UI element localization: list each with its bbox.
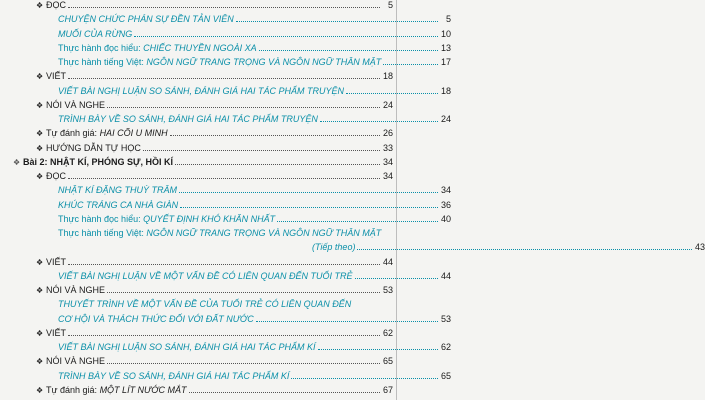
- toc-entry[interactable]: [0, 282, 393, 296]
- dot-leader: [179, 192, 438, 193]
- toc-entry-title: ĐỌC: [46, 171, 66, 181]
- toc-entry-title: CHUYỆN CHỨC PHÁN SỰ ĐỀN TẢN VIÊN: [58, 14, 234, 25]
- dot-leader: [355, 278, 438, 279]
- toc-entry-title: VIẾT: [46, 327, 67, 338]
- dot-leader: [107, 107, 380, 108]
- toc-entry[interactable]: [0, 40, 451, 54]
- toc-entry-page-number: 67: [382, 384, 393, 395]
- toc-entry-title: TRÌNH BÀY VỀ SO SÁNH, ĐÁNH GIÁ HAI TÁC PHẨM KÍ: [58, 370, 290, 381]
- dot-leader: [68, 335, 380, 336]
- toc-entry-title: MỘT LÍT NƯỚC MẮT: [99, 384, 187, 395]
- toc-entry-page-number: 24: [382, 99, 393, 110]
- diamond-bullet-icon: ❖: [36, 257, 44, 267]
- toc-entry-title: NHẬT KÍ ĐẶNG THUỲ TRÂM: [58, 185, 178, 196]
- toc-entry[interactable]: [0, 382, 393, 396]
- toc-entry-page-number: 18: [382, 71, 393, 82]
- toc-entry-page-number: 17: [440, 57, 451, 67]
- dot-leader: [175, 164, 380, 165]
- toc-entry[interactable]: [0, 311, 451, 325]
- toc-entry-title: TRÌNH BÀY VỀ SO SÁNH, ĐÁNH GIÁ HAI TÁC PHẨM TRUYỆN: [58, 114, 318, 124]
- toc-entry-title: (Tiếp theo): [312, 242, 356, 253]
- toc-entry-title: QUYẾT ĐỊNH KHÓ KHĂN NHẤT: [143, 213, 276, 224]
- toc-entry[interactable]: [0, 168, 393, 182]
- toc-entry[interactable]: [0, 125, 393, 139]
- toc-entry[interactable]: [0, 11, 451, 25]
- diamond-bullet-icon: ❖: [36, 172, 44, 181]
- toc-entry-title: NÓI VÀ NGHE: [46, 285, 106, 295]
- dot-leader: [236, 21, 438, 22]
- toc-entry-title: CƠ HỘI VÀ THÁCH THỨC ĐỐI VỚI ĐẤT NƯỚC: [58, 313, 254, 324]
- toc-entry-title: VIẾT BÀI NGHỊ LUẬN SO SÁNH, ĐÁNH GIÁ HAI TÁC PHẨM TRUYỆN: [58, 85, 345, 96]
- toc-entry-page-number: 44: [440, 270, 451, 281]
- toc-entry[interactable]: [0, 211, 451, 225]
- diamond-bullet-icon: ❖: [36, 1, 44, 10]
- diamond-bullet-icon: ❖: [36, 328, 44, 338]
- toc-entry-title: VIẾT: [46, 256, 67, 267]
- toc-entry-page-number: 26: [382, 128, 393, 139]
- toc-entry[interactable]: [0, 154, 393, 168]
- toc-entry-page-number: 65: [382, 356, 393, 367]
- dot-leader: [68, 78, 380, 79]
- toc-entry-title: THUYẾT TRÌNH VỀ MỘT VẤN ĐỀ CỦA TUỔI TRẺ CÓ LIÊN QUAN ĐẾN: [58, 299, 352, 310]
- toc-entry[interactable]: [0, 325, 393, 339]
- toc-entry-page-number: 5: [445, 14, 451, 25]
- toc-entry[interactable]: [0, 225, 451, 239]
- toc-entry-title: NGÔN NGỮ TRANG TRỌNG VÀ NGÔN NGỮ THÂN MẬT: [146, 57, 382, 67]
- toc-entry-page-number: 40: [440, 213, 451, 224]
- toc-entry[interactable]: [0, 239, 705, 253]
- diamond-bullet-icon: ❖: [36, 100, 44, 110]
- dot-leader: [134, 36, 438, 37]
- toc-entry-prefix: Thực hành tiếng Việt:: [58, 57, 147, 67]
- toc-entry-prefix: Thực hành tiếng Việt:: [58, 228, 147, 238]
- toc-entry-title: KHÚC TRÁNG CA NHÀ GIÀN: [58, 199, 179, 210]
- dot-leader: [68, 264, 380, 265]
- dot-leader: [291, 378, 438, 379]
- diamond-bullet-icon: ❖: [36, 385, 44, 395]
- toc-entry-page-number: 62: [440, 342, 451, 352]
- dot-leader: [68, 178, 380, 179]
- toc-entry-title: CHIẾC THUYỀN NGOÀI XA: [143, 42, 257, 53]
- toc-entry[interactable]: [0, 68, 393, 82]
- toc-entry[interactable]: [0, 254, 393, 268]
- toc-entry-prefix: Thực hành đọc hiểu:: [58, 213, 144, 224]
- dot-leader: [383, 64, 438, 65]
- dot-leader: [180, 207, 438, 208]
- toc-entry-title: VIẾT BÀI NGHỊ LUẬN SO SÁNH, ĐÁNH GIÁ HAI TÁC PHẨM KÍ: [58, 342, 316, 352]
- dot-leader: [107, 363, 380, 364]
- toc-entry[interactable]: [0, 268, 451, 282]
- toc-entry-page-number: 13: [440, 42, 451, 53]
- toc-entry-page-number: 53: [382, 285, 393, 295]
- dot-leader: [107, 292, 380, 293]
- dot-leader: [318, 349, 438, 350]
- toc-entry-page-number: 34: [440, 185, 451, 196]
- diamond-bullet-icon: ❖: [36, 143, 44, 153]
- toc-entry-title: NÓI VÀ NGHE: [46, 99, 106, 110]
- toc-entry[interactable]: [0, 140, 393, 154]
- dot-leader: [143, 150, 380, 151]
- dot-leader: [277, 221, 438, 222]
- toc-entry-page-number: 62: [382, 327, 393, 338]
- toc-entry[interactable]: [0, 182, 451, 196]
- dot-leader: [346, 93, 438, 94]
- diamond-bullet-icon: ❖: [36, 286, 44, 295]
- toc-entry-prefix: Tự đánh giá:: [46, 128, 100, 139]
- toc-entry-title: NÓI VÀ NGHE: [46, 356, 106, 367]
- toc-entry-title: VIẾT BÀI NGHỊ LUẬN VỀ MỘT VẤN ĐỀ CÓ LIÊN QUAN ĐẾN TUỔI TRẺ: [58, 270, 353, 281]
- toc-entry-page-number: 24: [440, 114, 451, 124]
- toc-entry-title: HƯỚNG DẪN TỰ HỌC: [46, 142, 141, 153]
- diamond-bullet-icon: ❖: [36, 72, 44, 82]
- toc-entry-title: NGÔN NGỮ TRANG TRỌNG VÀ NGÔN NGỮ THÂN MẬT: [146, 228, 382, 238]
- toc-entry-title: VIẾT: [46, 71, 67, 82]
- toc-entry-page-number: 53: [440, 313, 451, 324]
- dot-leader: [256, 321, 438, 322]
- toc-entry[interactable]: [0, 368, 451, 382]
- toc-entry-page-number: 18: [440, 85, 451, 96]
- toc-entry[interactable]: [0, 197, 451, 211]
- dot-leader: [170, 135, 380, 136]
- toc-entry[interactable]: [0, 97, 393, 111]
- dot-leader: [320, 121, 438, 122]
- toc-entry-page-number: 10: [440, 28, 451, 39]
- toc-entry-title: ĐỌC: [46, 0, 66, 10]
- toc-entry[interactable]: [0, 26, 451, 40]
- toc-entry-page-number: 65: [440, 370, 451, 381]
- toc-entry-page-number: 33: [382, 142, 393, 153]
- toc-entry[interactable]: [0, 111, 451, 125]
- toc-entry[interactable]: [0, 0, 393, 11]
- toc-entry-prefix: Tự đánh giá:: [46, 384, 100, 395]
- diamond-bullet-icon: ❖: [13, 157, 21, 167]
- toc-entry[interactable]: [0, 83, 451, 97]
- toc-entry-page-number: 44: [382, 256, 393, 267]
- dot-leader: [357, 249, 692, 250]
- toc-entry-prefix: Thực hành đọc hiểu:: [58, 42, 144, 53]
- toc-entry[interactable]: [0, 296, 451, 310]
- dot-leader: [189, 392, 380, 393]
- toc-entry-page-number: 36: [440, 199, 451, 210]
- toc-entry-title: MUỐI CỦA RỪNG: [58, 28, 133, 39]
- diamond-bullet-icon: ❖: [36, 129, 44, 139]
- toc-entry-title: HAI CÕI U MINH: [99, 128, 168, 139]
- toc-entry-page-number: 5: [387, 0, 393, 10]
- toc-entry-title: Bài 2: NHẬT KÍ, PHÓNG SỰ, HỒI KÍ: [23, 156, 173, 167]
- dot-leader: [259, 50, 438, 51]
- toc-entry-page-number: 34: [382, 171, 393, 181]
- toc-entry[interactable]: [0, 339, 451, 353]
- toc-entry[interactable]: [0, 353, 393, 367]
- toc-entry-page-number: 34: [382, 156, 393, 167]
- diamond-bullet-icon: ❖: [36, 357, 44, 367]
- toc-entry[interactable]: [0, 54, 451, 68]
- dot-leader: [68, 7, 380, 8]
- toc-entry-page-number: 43: [694, 242, 705, 253]
